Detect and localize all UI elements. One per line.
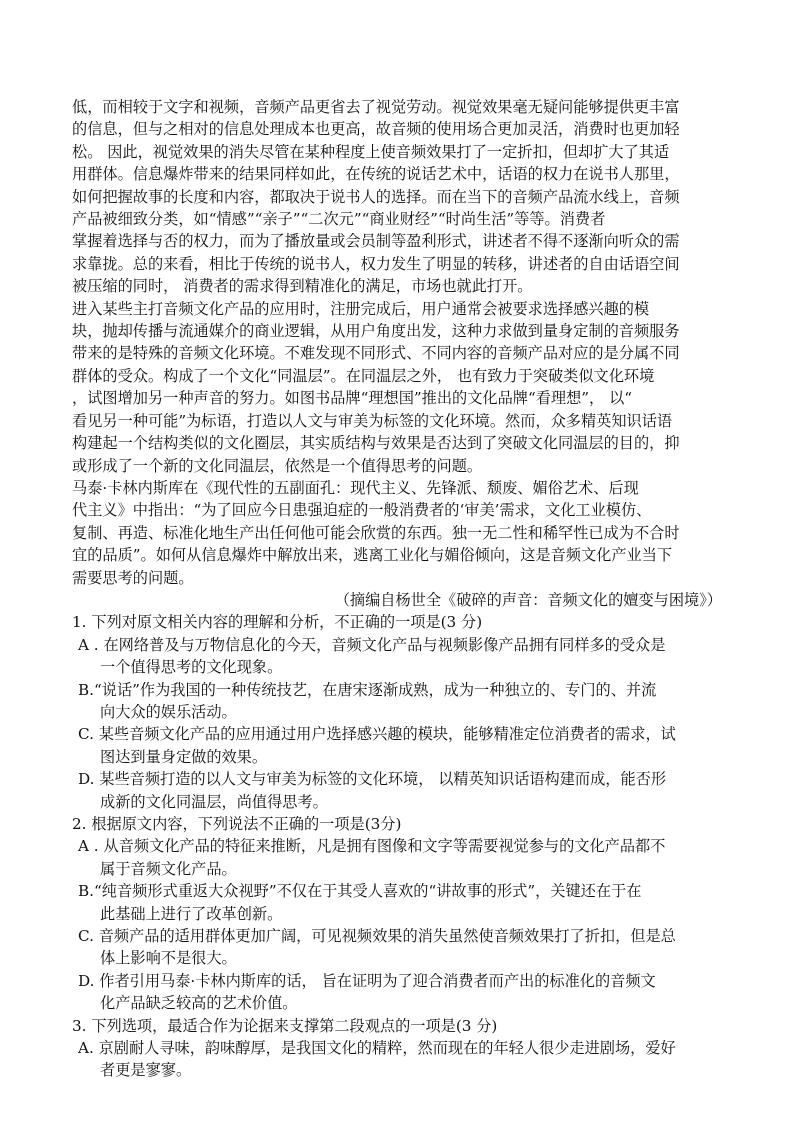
option-line: 者更是寥寥。: [100, 1061, 192, 1080]
option-line: 向大众的娱乐活动。: [100, 702, 237, 721]
option-b[interactable]: [72, 679, 722, 724]
text-line: 被压缩的同时， 消费者的需求得到精准化的满足，市场也就此打开。: [72, 277, 533, 296]
text-line: 低，而相较于文字和视频，音频产品更省去了视觉劳动。视觉效果毫无疑问能够提供更丰富: [72, 98, 680, 116]
question-stem: 3. 下列选项，最适合作为论据来支撑第二段观点的一项是(3 分): [72, 1016, 498, 1035]
text-line: 马泰·卡林内斯库在《现代性的五副面孔：现代主义、先锋派、颓废、媚俗艺术、后现: [72, 478, 639, 497]
text-line: 用群体。信息爆炸带来的结果同样如此，在传统的说话艺术中，话语的权力在说书人那里，: [72, 165, 680, 184]
option-c[interactable]: [72, 925, 722, 970]
option-b[interactable]: [72, 880, 722, 925]
option-line: A . 在网络普及与万物信息化的今天，音频文化产品与视频影像产品拥有同样多的受众是: [78, 635, 666, 654]
text-line: 掌握着选择与否的权力，而为了播放量或会员制等盈利形式，讲述者不得不逐渐向听众的需: [72, 232, 680, 251]
text-line: 构建起一个结构类似的文化圈层，其实质结构与效果是否达到了突破文化同温层的目的，抑: [72, 434, 680, 453]
passage-paragraph-1: [72, 96, 722, 298]
text-line: 求靠拢。总的来看，相比于传统的说书人，权力发生了明显的转移，讲述者的自由话语空间: [72, 254, 680, 273]
option-line: C. 音频产品的适用群体更加广阔，可见视频效果的消失虽然使音频效果打了折扣，但是总: [78, 927, 676, 946]
text-line: 代主义》中指出：“为了回应今日患强迫症的一般消费者的‘审美’需求，文化工业模仿、: [72, 501, 652, 520]
option-line: 体上影响不是很大。: [100, 949, 237, 968]
passage-paragraph-2: [72, 298, 722, 477]
text-line: 的信息，但与之相对的信息处理成本也更高，故音频的使用场合更加灵活，消费时也更加轻: [72, 120, 680, 139]
option-d[interactable]: [72, 768, 722, 813]
option-a[interactable]: [72, 634, 722, 679]
option-line: 一个值得思考的文化现象。: [100, 658, 283, 677]
option-line: A. 京剧耐人寻味，韵味醇厚，是我国文化的精粹，然而现在的年轻人很少走进剧场，爱好: [78, 1039, 676, 1058]
question-1: [72, 611, 722, 813]
question-stem: 1. 下列对原文相关内容的理解和分析，不正确的一项是(3 分): [72, 613, 483, 632]
passage-source: （摘编自杨世全《破碎的声音：音频文化的嬗变与困境》）: [334, 590, 722, 609]
exam-page: [72, 96, 722, 1082]
text-line: 进入某些主打音频文化产品的应用时，注册完成后，用户通常会被要求选择感兴趣的模: [72, 299, 650, 318]
text-line: 带来的是特殊的音频文化环境。不难发现不同形式、不同内容的音频产品对应的是分属不同: [72, 344, 680, 363]
text-line: 产品被细致分类，如“情感”“亲子”“二次元”“商业财经”“时尚生活”等等。消费者: [72, 210, 606, 229]
text-line: ，试图增加另一种声音的努力。如图书品牌“理想国”推出的文化品牌“看理想”， 以“: [72, 389, 633, 408]
option-line: 此基础上进行了改革创新。: [100, 904, 283, 923]
text-line: 看见另一种可能”为标语，打造以人文与审美为标签的文化环境。然而，众多精英知识话语: [72, 411, 673, 430]
question-2: [72, 813, 722, 1015]
question-stem: 2. 根据原文内容，下列说法不正确的一项是(3分): [72, 815, 402, 833]
question-3: [72, 1015, 722, 1082]
option-line: B.“纯音频形式重返大众视野”不仅在于其受人喜欢的“讲故事的形式”，关键还在于在: [78, 882, 642, 901]
option-c[interactable]: [72, 723, 722, 768]
text-line: 如何把握故事的长度和内容，都取决于说书人的选择。而在当下的音频产品流水线上，音频: [72, 187, 680, 206]
option-a[interactable]: [72, 835, 722, 880]
option-line: 成新的文化同温层，尚值得思考。: [100, 792, 328, 811]
option-a[interactable]: [72, 1037, 722, 1082]
text-line: 宜的品质”。如何从信息爆炸中解放出来，逃离工业化与媚俗倾向，这是音频文化产业当下: [72, 546, 673, 565]
option-line: 化产品缺乏较高的艺术价值。: [100, 994, 298, 1013]
option-line: D. 作者引用马泰·卡林内斯库的话， 旨在证明为了迎合消费者而产出的标准化的音频文: [78, 971, 656, 990]
text-line: 松。 因此，视觉效果的消失尽管在某种程度上使音频效果打了一定折扣，但却扩大了其适: [72, 142, 670, 161]
text-line: 复制、再造、标准化地生产出任何他可能会欣赏的东西。独一无二性和稀罕性已成为不合时: [72, 523, 680, 542]
text-line: 或形成了一个新的文化同温层，依然是一个值得思考的问题。: [72, 456, 483, 475]
option-line: B.“说话”作为我国的一种传统技艺，在唐宋逐渐成熟，成为一种独立的、专门的、并流: [78, 680, 657, 699]
option-line: 图达到量身定做的效果。: [100, 747, 268, 766]
text-line: 需要思考的问题。: [72, 568, 194, 587]
option-line: D. 某些音频打造的以人文与审美为标签的文化环境， 以精英知识话语构建而成，能否形: [78, 770, 667, 789]
option-line: A . 从音频文化产品的特征来推断，凡是拥有图像和文字等需要视觉参与的文化产品都不: [78, 837, 666, 856]
text-line: 群体的受众。构成了一个文化“同温层”。在同温层之外， 也有致力于突破类似文化环境: [72, 366, 655, 385]
option-line: C. 某些音频文化产品的应用通过用户选择感兴趣的模块，能够精准定位消费者的需求，试: [78, 725, 676, 744]
option-line: 属于音频文化产品。: [100, 859, 237, 878]
option-d[interactable]: [72, 970, 722, 1015]
text-line: 块，抛却传播与流通媒介的商业逻辑，从用户角度出发，这种力求做到量身定制的音频服务: [72, 322, 680, 341]
passage-paragraph-3: [72, 477, 722, 589]
